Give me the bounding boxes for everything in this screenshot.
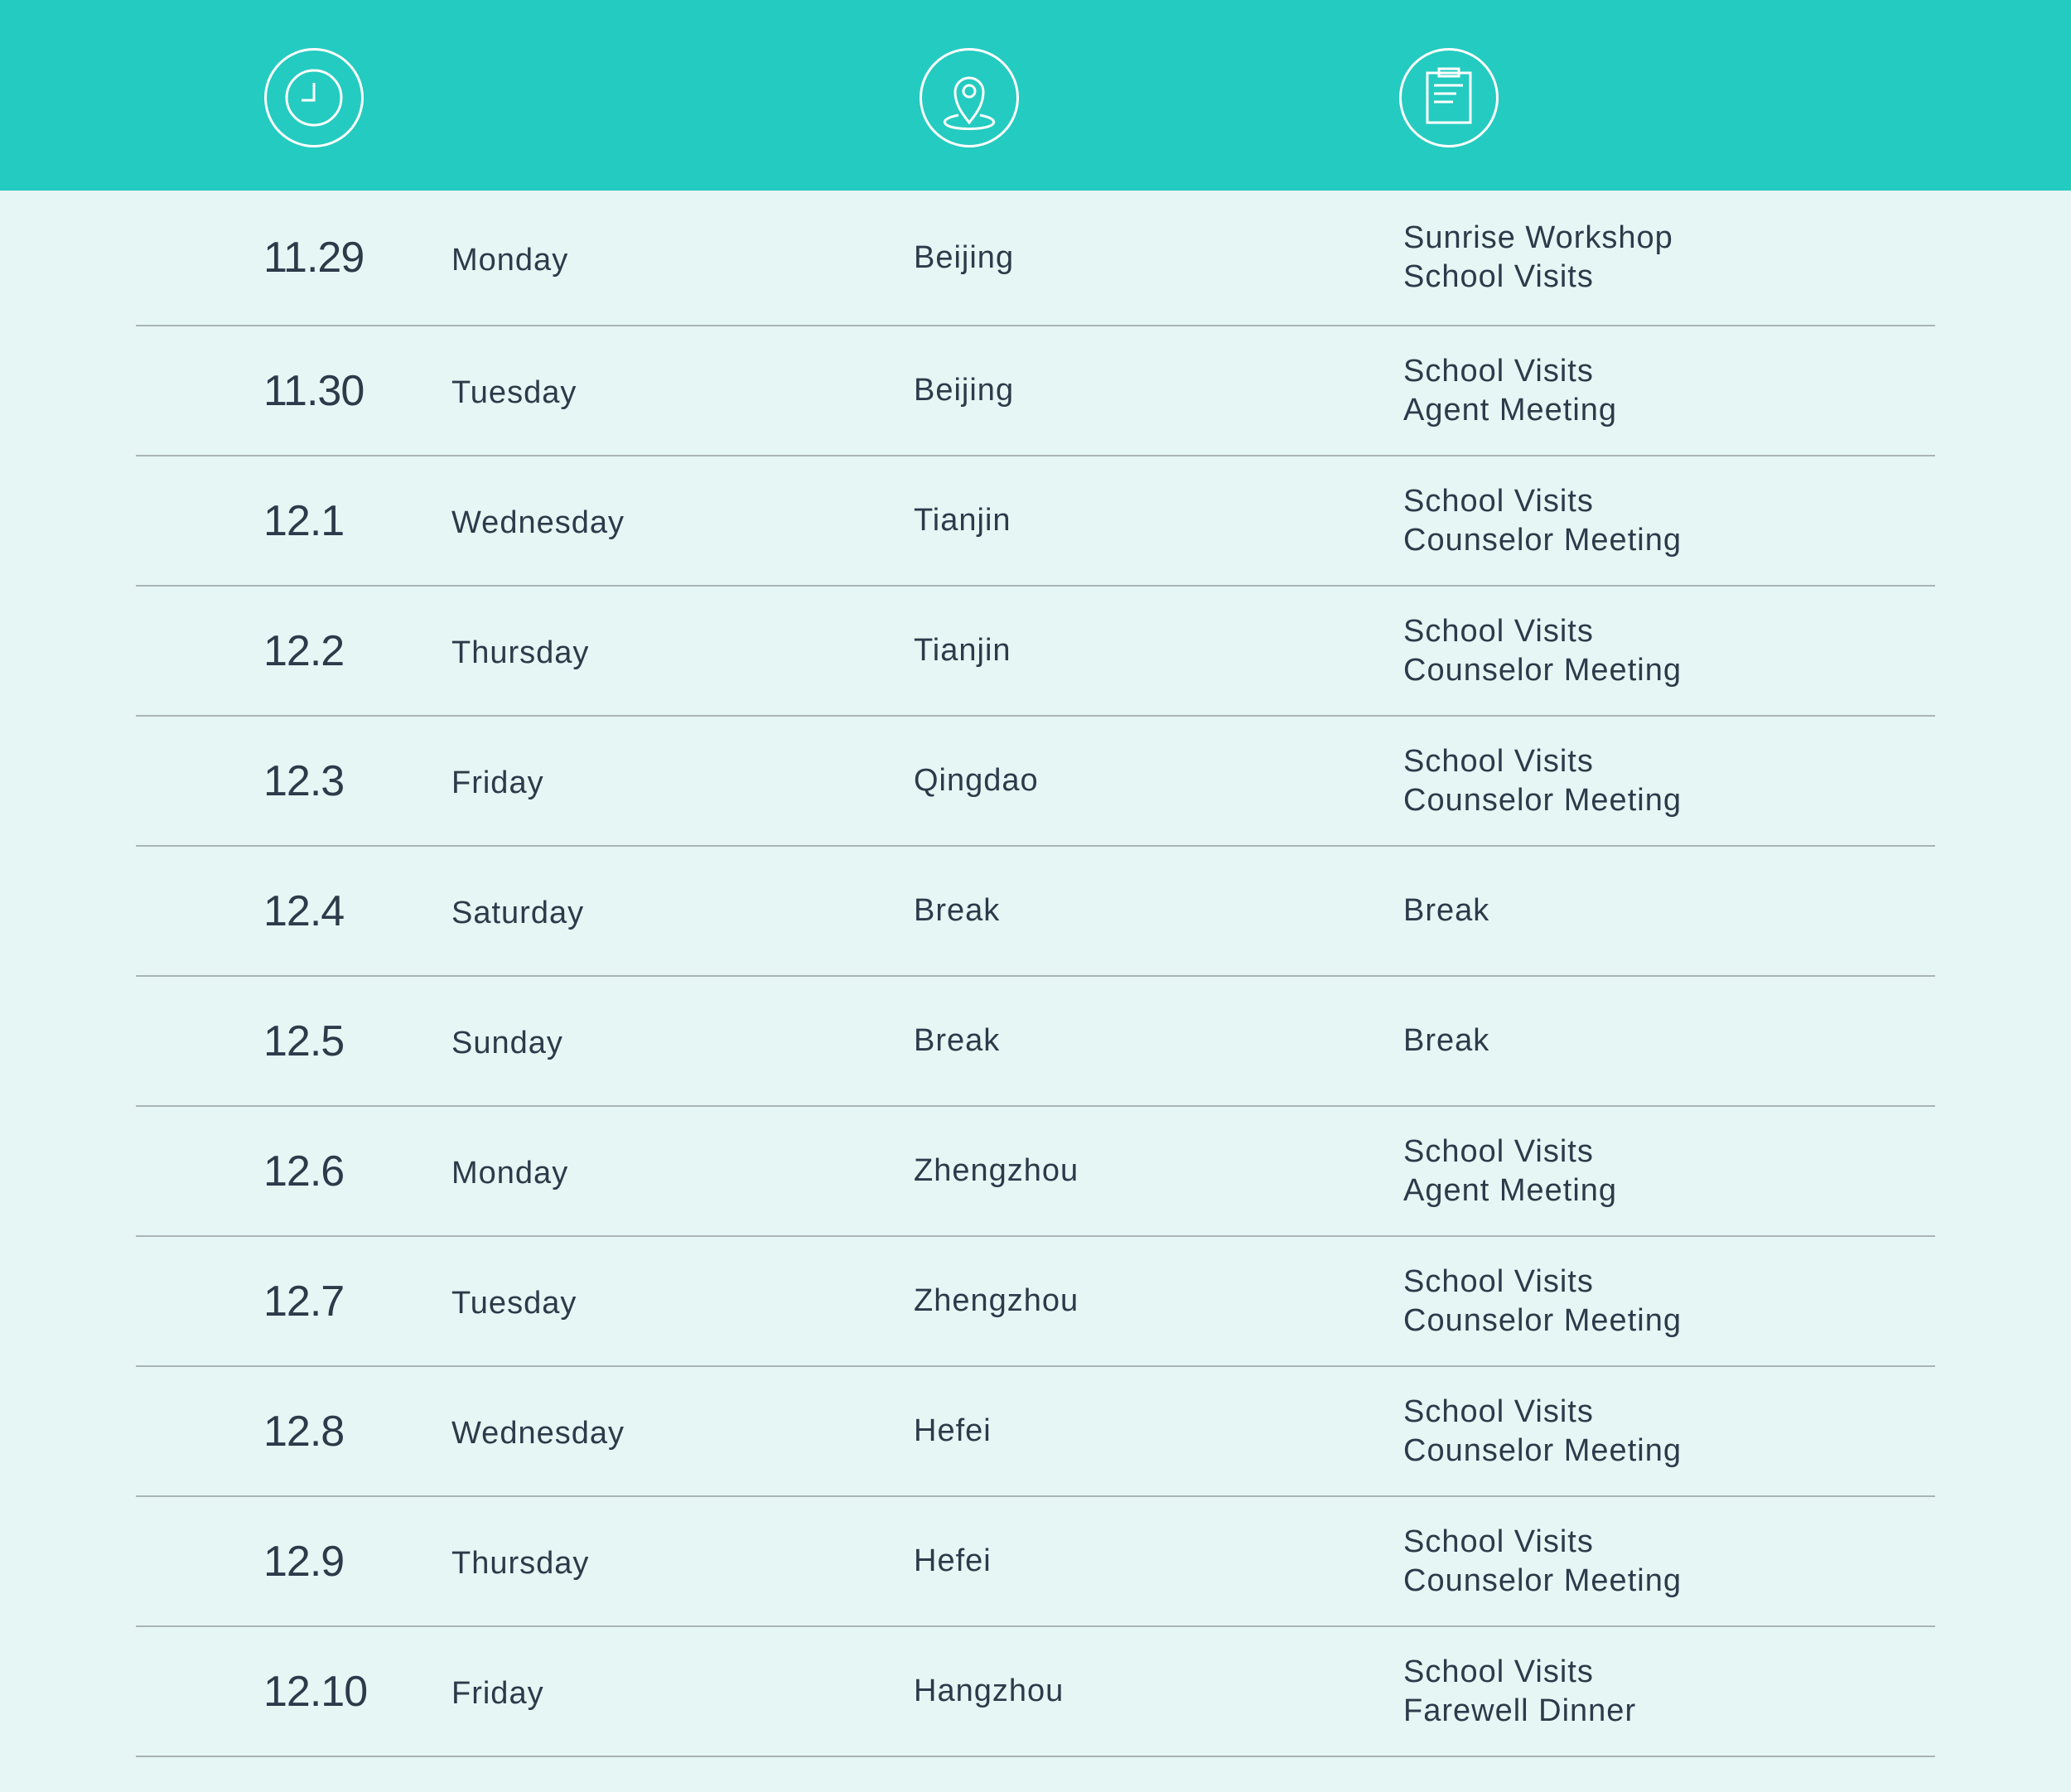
schedule-table: [136, 191, 1935, 1757]
city-cell: Tianjin: [914, 503, 1011, 538]
activities-cell: [1403, 717, 1682, 845]
activity-item: School Visits: [1403, 1524, 1594, 1559]
header-bar: [0, 0, 2071, 191]
activity-item: School Visits: [1403, 613, 1594, 649]
schedule-row: [136, 847, 1935, 977]
city-cell: Hangzhou: [914, 1674, 1064, 1708]
date-cell: 12.8: [263, 1407, 345, 1456]
date-cell: 12.6: [263, 1147, 345, 1195]
activities-cell: [1403, 1497, 1682, 1625]
city-cell: Hefei: [914, 1543, 992, 1578]
activity-item: School Visits: [1403, 483, 1594, 519]
city-cell: Beijing: [914, 373, 1015, 408]
date-cell: 12.10: [263, 1667, 368, 1716]
weekday-cell: Monday: [451, 1156, 569, 1191]
weekday-cell: Thursday: [451, 635, 590, 670]
activities-cell: [1403, 1107, 1617, 1235]
schedule-row: [136, 1237, 1935, 1367]
weekday-cell: Friday: [451, 766, 544, 800]
schedule-row: [136, 191, 1935, 326]
weekday-cell: Friday: [451, 1676, 544, 1711]
schedule-row: [136, 456, 1935, 587]
city-cell: Qingdao: [914, 763, 1039, 798]
date-cell: 12.1: [263, 496, 345, 545]
activity-item: Agent Meeting: [1403, 392, 1618, 427]
activity-item: Farewell Dinner: [1403, 1693, 1637, 1728]
weekday-cell: Wednesday: [451, 505, 625, 540]
city-cell: Hefei: [914, 1413, 992, 1448]
activities-cell: [1403, 977, 1489, 1105]
date-cell: 12.4: [263, 886, 345, 935]
activities-cell: [1403, 456, 1682, 585]
activity-item: Sunrise Workshop: [1403, 220, 1673, 255]
schedule-row: [136, 717, 1935, 847]
activity-item: School Visits: [1403, 743, 1594, 779]
location-pin-icon: [920, 48, 1019, 147]
activity-item: School Visits: [1403, 1133, 1594, 1169]
city-cell: Break: [914, 893, 1001, 928]
activities-cell: [1403, 587, 1682, 715]
date-cell: 12.3: [263, 756, 345, 805]
activity-item: School Visits: [1403, 1654, 1594, 1689]
activities-cell: [1403, 1237, 1682, 1365]
weekday-cell: Saturday: [451, 896, 585, 930]
date-cell: 12.5: [263, 1017, 345, 1065]
weekday-cell: Thursday: [451, 1546, 590, 1581]
date-cell: 12.7: [263, 1277, 345, 1326]
activities-cell: [1403, 1367, 1682, 1495]
schedule-row: [136, 1627, 1935, 1757]
activity-item: Break: [1403, 1023, 1490, 1058]
date-cell: 12.2: [263, 626, 345, 675]
city-cell: Beijing: [914, 239, 1015, 275]
weekday-cell: Monday: [451, 242, 569, 278]
schedule-row: [136, 977, 1935, 1107]
weekday-cell: Sunday: [451, 1026, 563, 1060]
activity-item: Counselor Meeting: [1403, 782, 1682, 818]
activity-item: Agent Meeting: [1403, 1172, 1618, 1208]
activity-item: School Visits: [1403, 1263, 1594, 1299]
city-cell: Tianjin: [914, 633, 1011, 668]
schedule-row: [136, 587, 1935, 717]
weekday-cell: Tuesday: [451, 375, 577, 410]
activities-cell: [1403, 1627, 1636, 1756]
city-cell: Break: [914, 1023, 1001, 1058]
schedule-row: [136, 1107, 1935, 1237]
activity-item: School Visits: [1403, 259, 1594, 294]
schedule-row: [136, 1497, 1935, 1627]
date-cell: 11.29: [263, 234, 364, 282]
clipboard-icon: [1399, 48, 1499, 147]
schedule-row: [136, 326, 1935, 456]
activity-item: School Visits: [1403, 353, 1594, 389]
date-cell: 12.9: [263, 1537, 345, 1586]
activities-cell: [1403, 326, 1617, 455]
weekday-cell: Wednesday: [451, 1416, 625, 1451]
activity-item: Counselor Meeting: [1403, 1302, 1682, 1338]
schedule-row: [136, 1367, 1935, 1497]
city-cell: Zhengzhou: [914, 1153, 1079, 1188]
activities-cell: [1403, 191, 1673, 325]
date-cell: 11.30: [263, 366, 364, 415]
clock-icon: [264, 48, 364, 147]
activity-item: Counselor Meeting: [1403, 1563, 1682, 1598]
activity-item: School Visits: [1403, 1394, 1594, 1429]
activity-item: Break: [1403, 893, 1490, 928]
activity-item: Counselor Meeting: [1403, 652, 1682, 688]
city-cell: Zhengzhou: [914, 1283, 1079, 1318]
activities-cell: [1403, 847, 1489, 975]
activity-item: Counselor Meeting: [1403, 522, 1682, 558]
activity-item: Counselor Meeting: [1403, 1432, 1682, 1468]
weekday-cell: Tuesday: [451, 1286, 577, 1321]
